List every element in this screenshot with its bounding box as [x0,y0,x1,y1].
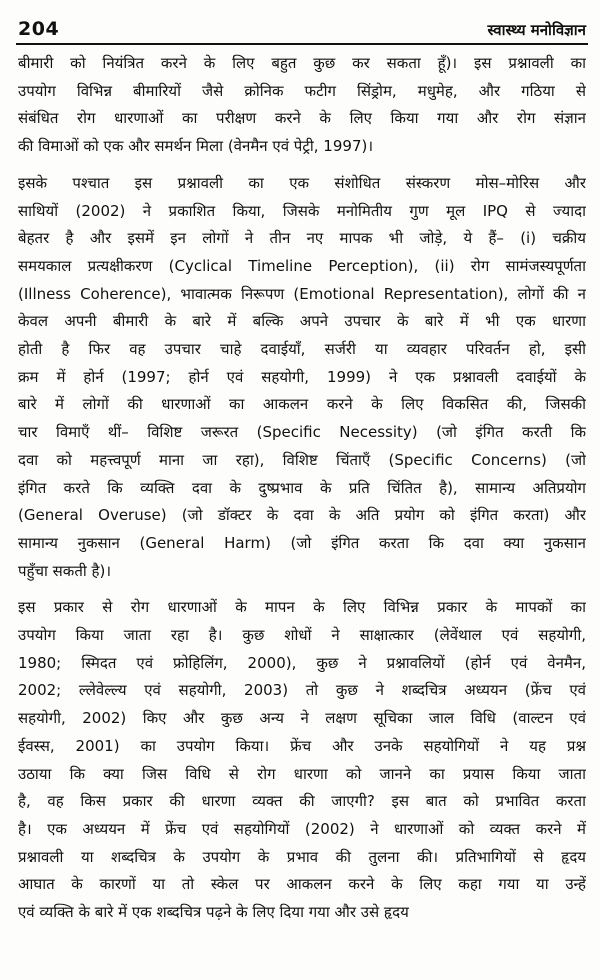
text-line: (General Overuse) (जो डॉक्टर के दवा के अति प्रयोग को इंगित करता) और [18,506,586,525]
paragraph-1 [18,50,586,161]
text-line: प्रश्नावली या शब्दचित्र के उपयोग के प्रभाव की तुलना की। प्रतिभागियों से हृदय [18,847,586,866]
text-line: बेहतर है और इसमें इन लोगों ने तीन नए मापक भी जोड़े, ये हैं– (i) चक्रीय [18,229,586,248]
body-text [18,50,586,927]
text-line: दवा को महत्त्वपूर्ण माना जा रहा), विशिष्ट चिंताएँ (Specific Concerns) (जो [18,450,586,469]
text-line: केवल अपनी बीमारी के बारे में बल्कि अपने उपचार के बारे में भी एक धारणा [18,312,586,331]
text-line: बारे में लोगों की धारणाओं का आकलन करने के लिए विकसित की, जिसकी [18,395,586,414]
text-line: उपयोग विभिन्न बीमारियों जैसे क्रोनिक फटीग सिंड्रोम, मधुमेह, और गठिया से [18,81,586,100]
text-line: की विमाओं को एक और समर्थन मिला (वेनमैन एवं पेट्री, 1997)। [18,137,374,156]
text-line: है। एक अध्ययन में फ्रेंच एवं सहयोगियों (2002) ने धारणाओं को व्यक्त करने में [18,819,586,838]
text-line: संबंधित रोग धारणाओं का परीक्षण करने के लिए किया गया और रोग संज्ञान [18,109,586,128]
running-title: स्वास्थ्य मनोविज्ञान [487,21,586,39]
text-line: चार विमाएँ थीं– विशिष्ट जरूरत (Specific Necessity) (जो इंगित करती कि [18,423,586,442]
text-line: सामान्य नुकसान (General Harm) (जो इंगित करता कि दवा क्या नुकसान [18,533,586,552]
text-line: समयकाल प्रत्यक्षीकरण (Cyclical Timeline Perception), (ii) रोग सामंजस्यपूर्णता [18,256,586,275]
text-line: ईवस्स, 2001) का उपयोग किया। फ्रेंच और उनके सहयोगियों ने यह प्रश्न [18,736,586,755]
header-rule [16,43,588,45]
text-line: उपयोग किया जाता रहा है। कुछ शोधों ने साक्षात्कार (लेवेंथाल एवं सहयोगी, [18,626,586,645]
text-line: बीमारी को नियंत्रित करने के लिए बहुत कुछ कर सकता हूँ)। इस प्रश्नावली का [18,54,586,72]
text-line: होती है फिर वह उपचार चाहे दवाईयाँ, सर्जरी या व्यवहार परिवर्तन हो, इसी [18,340,586,359]
text-line: (Illness Coherence), भावात्मक निरूपण (Emotional Representation), लोगों की न [18,284,586,303]
text-line: 1980; स्मिदत एवं फ्रोहिलिंग, 2000), कुछ ने प्रश्नावलियों (होर्न एवं वेनमैन, [18,653,586,672]
text-line: इंगित करते कि व्यक्ति दवा के दुष्प्रभाव के प्रति चिंतित है), सामान्य अतिप्रयोग [18,478,586,497]
text-line: है, वह किस प्रकार की धारणा व्यक्त की जाएगी? इस बात को प्रभावित करता [18,792,586,811]
page-number: 204 [18,18,60,40]
text-line: साथियों (2002) ने प्रकाशित किया, जिसके मनोमितीय गुण मूल IPQ से ज्यादा [18,201,586,220]
text-line: 2002; ल्लेवेल्ल्य एवं सहयोगी, 2003) तो कुछ ने शब्दचित्र अध्ययन (फ्रेंच एवं [18,681,586,700]
paragraph-3 [18,594,586,926]
text-line: पहुँचा सकती है)। [18,561,112,580]
page-header [18,14,586,40]
text-line: आघात के कारणों या तो स्केल पर आकलन करने के लिए कहा गया या उन्हें [18,875,586,894]
text-line: इस प्रकार से रोग धारणाओं के मापन के लिए विभिन्न प्रकार के मापकों का [18,598,586,617]
text-line: एवं व्यक्ति के बारे में एक शब्दचित्र पढ़ने के लिए दिया गया और उसे हृदय [18,903,409,922]
text-line: उठाया कि क्या जिस विधि से रोग धारणा को जानने का प्रयास किया जाता [18,764,586,783]
text-line: सहयोगी, 2002) किए और कुछ अन्य ने लक्षण सूचिका जाल विधि (वाल्टन एवं [18,709,586,728]
text-line: इसके पश्चात इस प्रश्नावली का एक संशोधित संस्करण मोस–मोरिस और [18,173,586,192]
paragraph-2 [18,170,586,586]
text-line: क्रम में होर्न (1997; होर्न एवं सहयोगी, 1999) ने एक प्रश्नावली दवाईयों के [18,367,586,386]
